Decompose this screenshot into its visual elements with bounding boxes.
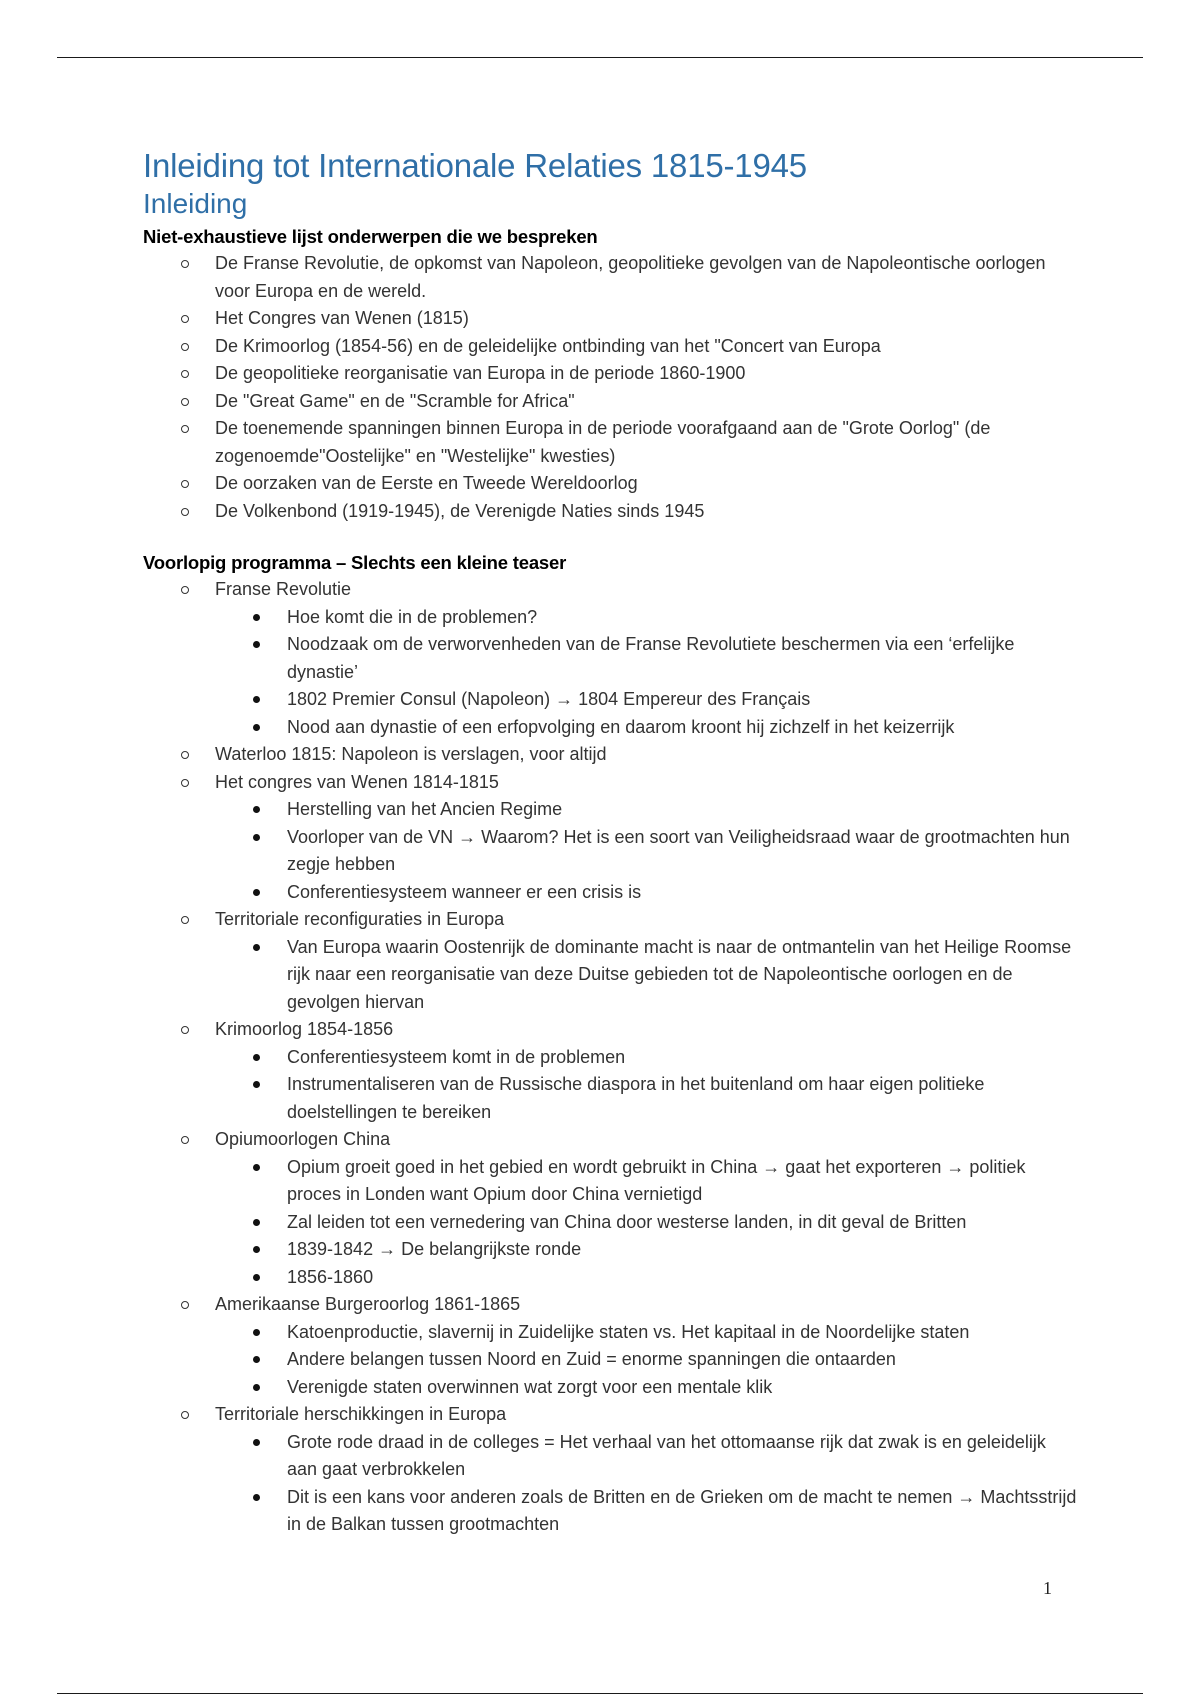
program-sublist xyxy=(215,1319,1078,1402)
program-subitem xyxy=(215,1429,1078,1484)
program-item-text: Territoriale reconfiguraties in Europa xyxy=(215,909,505,929)
topic-item xyxy=(143,470,1078,498)
topic-item xyxy=(143,250,1078,305)
program-subitem xyxy=(215,1374,1078,1402)
program-item-text: Krimoorlog 1854-1856 xyxy=(215,1019,394,1039)
topics-heading: Niet-exhaustieve lijst onderwerpen die we bespreken xyxy=(143,226,598,247)
dot-bullet-icon xyxy=(253,614,260,621)
program-item-text: Het congres van Wenen 1814-1815 xyxy=(215,771,499,792)
dot-bullet-icon xyxy=(253,1219,260,1226)
program-list xyxy=(143,576,1078,1539)
dot-bullet-icon xyxy=(253,1164,260,1171)
dot-bullet-icon xyxy=(253,1054,260,1061)
dot-bullet-icon xyxy=(253,1246,260,1253)
topic-item xyxy=(143,388,1078,416)
program-subitem xyxy=(215,1071,1078,1126)
program-item-text: Franse Revolutie xyxy=(215,579,352,599)
program-item xyxy=(143,1016,1078,1126)
program-subitem xyxy=(215,879,1078,907)
dot-bullet-icon xyxy=(253,1494,260,1501)
program-item xyxy=(143,906,1078,1016)
circle-bullet-icon xyxy=(181,916,189,924)
circle-bullet-icon xyxy=(181,1411,189,1419)
program-item xyxy=(143,1291,1078,1401)
topic-item-text: De geopolitieke reorganisatie van Europa in de periode 1860-1900 xyxy=(215,363,746,383)
program-subitem xyxy=(215,1209,1078,1237)
program-item-text: Waterloo 1815: Napoleon is verslagen, voor altijd xyxy=(215,744,607,764)
topic-item-text: Het Congres van Wenen (1815) xyxy=(215,308,469,328)
program-sublist xyxy=(215,796,1078,906)
topic-item-text: De Volkenbond (1919-1945), de Verenigde Naties sinds 1945 xyxy=(215,500,705,521)
circle-bullet-icon xyxy=(181,398,189,406)
program-item-text: Territoriale herschikkingen in Europa xyxy=(215,1404,507,1424)
spacer xyxy=(143,525,1078,549)
topic-item xyxy=(143,415,1078,470)
program-subitem-text: Zal leiden tot een vernedering van China door westerse landen, in dit geval de Britten xyxy=(287,1211,967,1232)
header-rule xyxy=(57,57,1143,58)
circle-bullet-icon xyxy=(181,370,189,378)
page-number: 1 xyxy=(1043,1578,1052,1598)
program-subitem xyxy=(215,1346,1078,1374)
program-subitem xyxy=(215,1044,1078,1072)
program-subitem xyxy=(215,1154,1078,1209)
circle-bullet-icon xyxy=(181,1301,189,1309)
topic-item xyxy=(143,305,1078,333)
program-sublist xyxy=(215,1429,1078,1539)
program-subitem xyxy=(215,796,1078,824)
program-subitem-text: Dit is een kans voor anderen zoals de Britten en de Grieken om de macht te nemen → Machtsstrijd in de Balkan tussen grootmachten xyxy=(287,1486,1077,1534)
program-subitem-text: Opium groeit goed in het gebied en wordt gebruikt in China → gaat het exporteren → politiek proces in Londen want Opium door China vernietigd xyxy=(287,1156,1026,1204)
program-subitem-text: Conferentiesysteem wanneer er een crisis is xyxy=(287,881,642,902)
program-subitem xyxy=(215,1484,1078,1539)
document-body xyxy=(143,146,1078,1539)
dot-bullet-icon xyxy=(253,1356,260,1363)
dot-bullet-icon xyxy=(253,834,260,841)
dot-bullet-icon xyxy=(253,724,260,731)
program-subitem-text: Conferentiesysteem komt in de problemen xyxy=(287,1046,626,1067)
program-subitem-text: Andere belangen tussen Noord en Zuid = enorme spanningen die ontaarden xyxy=(287,1349,896,1369)
program-subitem xyxy=(215,686,1078,714)
section-title: Inleiding xyxy=(143,188,248,219)
program-subitem-text: Verenigde staten overwinnen wat zorgt voor een mentale klik xyxy=(287,1376,773,1397)
program-subitem-text: Hoe komt die in de problemen? xyxy=(287,606,538,627)
program-subitem-text: Voorloper van de VN → Waarom? Het is een soort van Veiligheidsraad waar de grootmachten hun zegje hebben xyxy=(287,826,1070,874)
program-subitem xyxy=(215,934,1078,1017)
program-subitem-text: Herstelling van het Ancien Regime xyxy=(287,799,563,819)
program-subitem-text: 1839-1842 → De belangrijkste ronde xyxy=(287,1239,582,1259)
document-title: Inleiding tot Internationale Relaties 1815-1945 xyxy=(143,147,807,184)
topic-item-text: De "Great Game" en de "Scramble for Africa" xyxy=(215,390,575,411)
topic-item-text: De toenemende spanningen binnen Europa in de periode voorafgaand aan de "Grote Oorlog" (de zogenoemde"Oostelijke" en "Westelijke" kwesties) xyxy=(215,418,991,466)
program-item xyxy=(143,769,1078,907)
circle-bullet-icon xyxy=(181,315,189,323)
program-subitem xyxy=(215,824,1078,879)
program-item-text: Amerikaanse Burgeroorlog 1861-1865 xyxy=(215,1294,521,1314)
program-subitem xyxy=(215,714,1078,742)
dot-bullet-icon xyxy=(253,1329,260,1336)
program-subitem xyxy=(215,1319,1078,1347)
program-sublist xyxy=(215,604,1078,742)
footer-rule xyxy=(57,1693,1143,1694)
program-heading: Voorlopig programma – Slechts een kleine teaser xyxy=(143,552,567,573)
program-subitem xyxy=(215,1236,1078,1264)
program-subitem-text: Grote rode draad in de colleges = Het verhaal van het ottomaanse rijk dat zwak is en geleidelijk aan gaat verbrokkelen xyxy=(287,1431,1046,1479)
program-item xyxy=(143,576,1078,741)
topic-item xyxy=(143,333,1078,361)
program-sublist xyxy=(215,934,1078,1017)
program-item xyxy=(143,741,1078,769)
topics-list xyxy=(143,250,1078,525)
circle-bullet-icon xyxy=(181,1026,189,1034)
circle-bullet-icon xyxy=(181,480,189,488)
program-subitem-text: Van Europa waarin Oostenrijk de dominante macht is naar de ontmantelin van het Heilige Roomse rijk naar een reorganisatie van deze Duitse gebieden tot de Napoleontische oorlogen en de gevolgen hiervan xyxy=(287,936,1072,1012)
program-subitem xyxy=(215,1264,1078,1292)
topic-item-text: De Krimoorlog (1854-56) en de geleidelijke ontbinding van het "Concert van Europa xyxy=(215,335,881,356)
topic-item xyxy=(143,498,1078,526)
dot-bullet-icon xyxy=(253,1439,260,1446)
topic-item-text: De Franse Revolutie, de opkomst van Napoleon, geopolitieke gevolgen van de Napoleontische oorlogen voor Europa en de wereld. xyxy=(215,253,1046,301)
program-item xyxy=(143,1126,1078,1291)
dot-bullet-icon xyxy=(253,1081,260,1088)
program-subitem-text: Noodzaak om de verworvenheden van de Franse Revolutiete beschermen via een ‘erfelijke dynastie’ xyxy=(287,634,1015,682)
program-sublist xyxy=(215,1044,1078,1127)
dot-bullet-icon xyxy=(253,696,260,703)
circle-bullet-icon xyxy=(181,260,189,268)
circle-bullet-icon xyxy=(181,779,189,787)
topic-item-text: De oorzaken van de Eerste en Tweede Wereldoorlog xyxy=(215,473,638,493)
program-subitem xyxy=(215,604,1078,632)
circle-bullet-icon xyxy=(181,508,189,516)
program-subitem-text: 1802 Premier Consul (Napoleon) → 1804 Empereur des Français xyxy=(287,689,811,709)
dot-bullet-icon xyxy=(253,889,260,896)
program-subitem-text: Instrumentaliseren van de Russische diaspora in het buitenland om haar eigen politieke doelstellingen te bereiken xyxy=(287,1074,985,1122)
dot-bullet-icon xyxy=(253,641,260,648)
program-subitem-text: Katoenproductie, slavernij in Zuidelijke staten vs. Het kapitaal in de Noordelijke staten xyxy=(287,1321,970,1342)
program-subitem-text: Nood aan dynastie of een erfopvolging en daarom kroont hij zichzelf in het keizerrijk xyxy=(287,716,955,737)
dot-bullet-icon xyxy=(253,944,260,951)
program-item-text: Opiumoorlogen China xyxy=(215,1129,391,1149)
circle-bullet-icon xyxy=(181,343,189,351)
program-subitem xyxy=(215,631,1078,686)
circle-bullet-icon xyxy=(181,586,189,594)
circle-bullet-icon xyxy=(181,751,189,759)
dot-bullet-icon xyxy=(253,1384,260,1391)
dot-bullet-icon xyxy=(253,806,260,813)
topic-item xyxy=(143,360,1078,388)
dot-bullet-icon xyxy=(253,1274,260,1281)
circle-bullet-icon xyxy=(181,1136,189,1144)
program-subitem-text: 1856-1860 xyxy=(287,1266,374,1287)
circle-bullet-icon xyxy=(181,425,189,433)
program-sublist xyxy=(215,1154,1078,1292)
program-item xyxy=(143,1401,1078,1539)
